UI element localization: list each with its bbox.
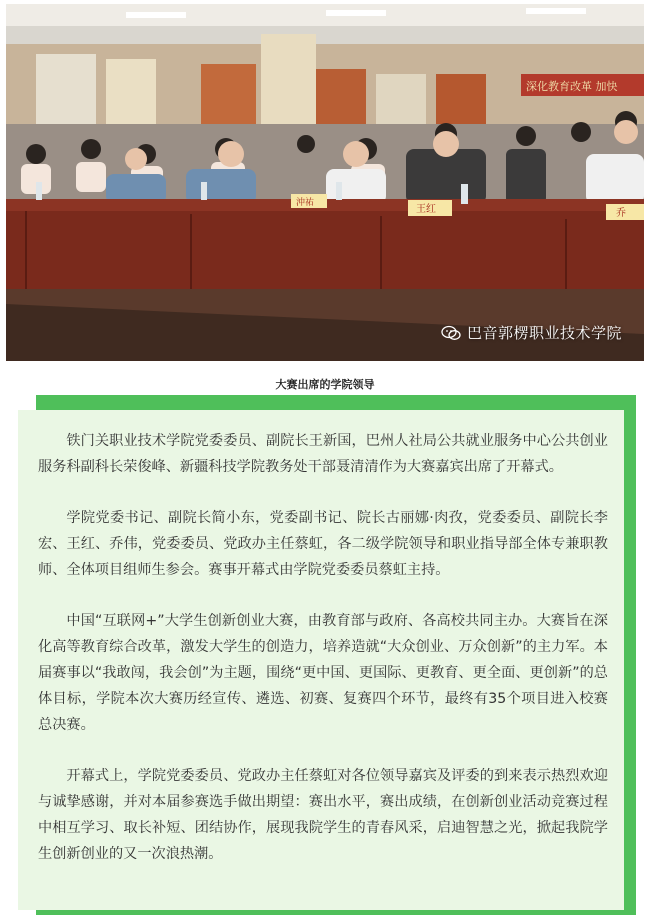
paragraph-attendees: 学院党委书记、副院长简小东，党委副书记、院长古丽娜·肉孜，党委委员、副院长李宏、王红、乔伟，党委委员、党政办主任蔡虹，各二级学院领导和职业指导部全体专兼职教师、全体项目组师生参会。赛事开幕式由学院党委委员蔡虹主持。 [38,510,608,578]
meeting-photo-illustration [6,4,644,361]
wechat-icon [441,325,461,341]
name-card-1: 沖祐 [296,198,315,208]
banner-text: 深化教育改革 加快 [526,80,618,93]
paragraph-guests: 铁门关职业技术学院党委委员、副院长王新国，巴州人社局公共就业服务中心公共创业服务科副科长荣俊峰、新疆科技学院教务处干部聂清清作为大赛嘉宾出席了开幕式。 [38,433,608,475]
article-card [18,410,624,910]
watermark-text: 巴音郭楞职业技术学院 [466,324,622,342]
paragraph-opening-speech: 开幕式上，学院党委委员、党政办主任蔡虹对各位领导嘉宾及评委的到来表示热烈欢迎与诚挚感谢，并对本届参赛选手做出期望：赛出水平，赛出成绩，在创新创业活动竞赛过程中相互学习、取长补短、团结协作，展现我院学生的青春风采，启迪智慧之光，掀起我院学生创新创业的又一次浪热潮。 [38,768,608,862]
name-card-3: 乔 [616,208,626,219]
name-card-2: 王红 [416,204,436,215]
paragraph-competition-intro: 中国“互联网+”大学生创新创业大赛，由教育部与政府、各高校共同主办。大赛旨在深化高等教育综合改革，激发大学生的创造力，培养造就“大众创业、万众创新”的主力军。本届赛事以“我敢闯，我会创”为主题，围绕“更中国、更国际、更教育、更全面、更创新”的总体目标，学院本次大赛历经宣传、遴选、初赛、复赛四个环节，最终有35个项目进入校赛总决赛。 [38,613,608,733]
watermark [441,322,622,343]
meeting-photo [6,4,644,361]
image-caption: 大赛出席的学院领导 [275,378,375,391]
